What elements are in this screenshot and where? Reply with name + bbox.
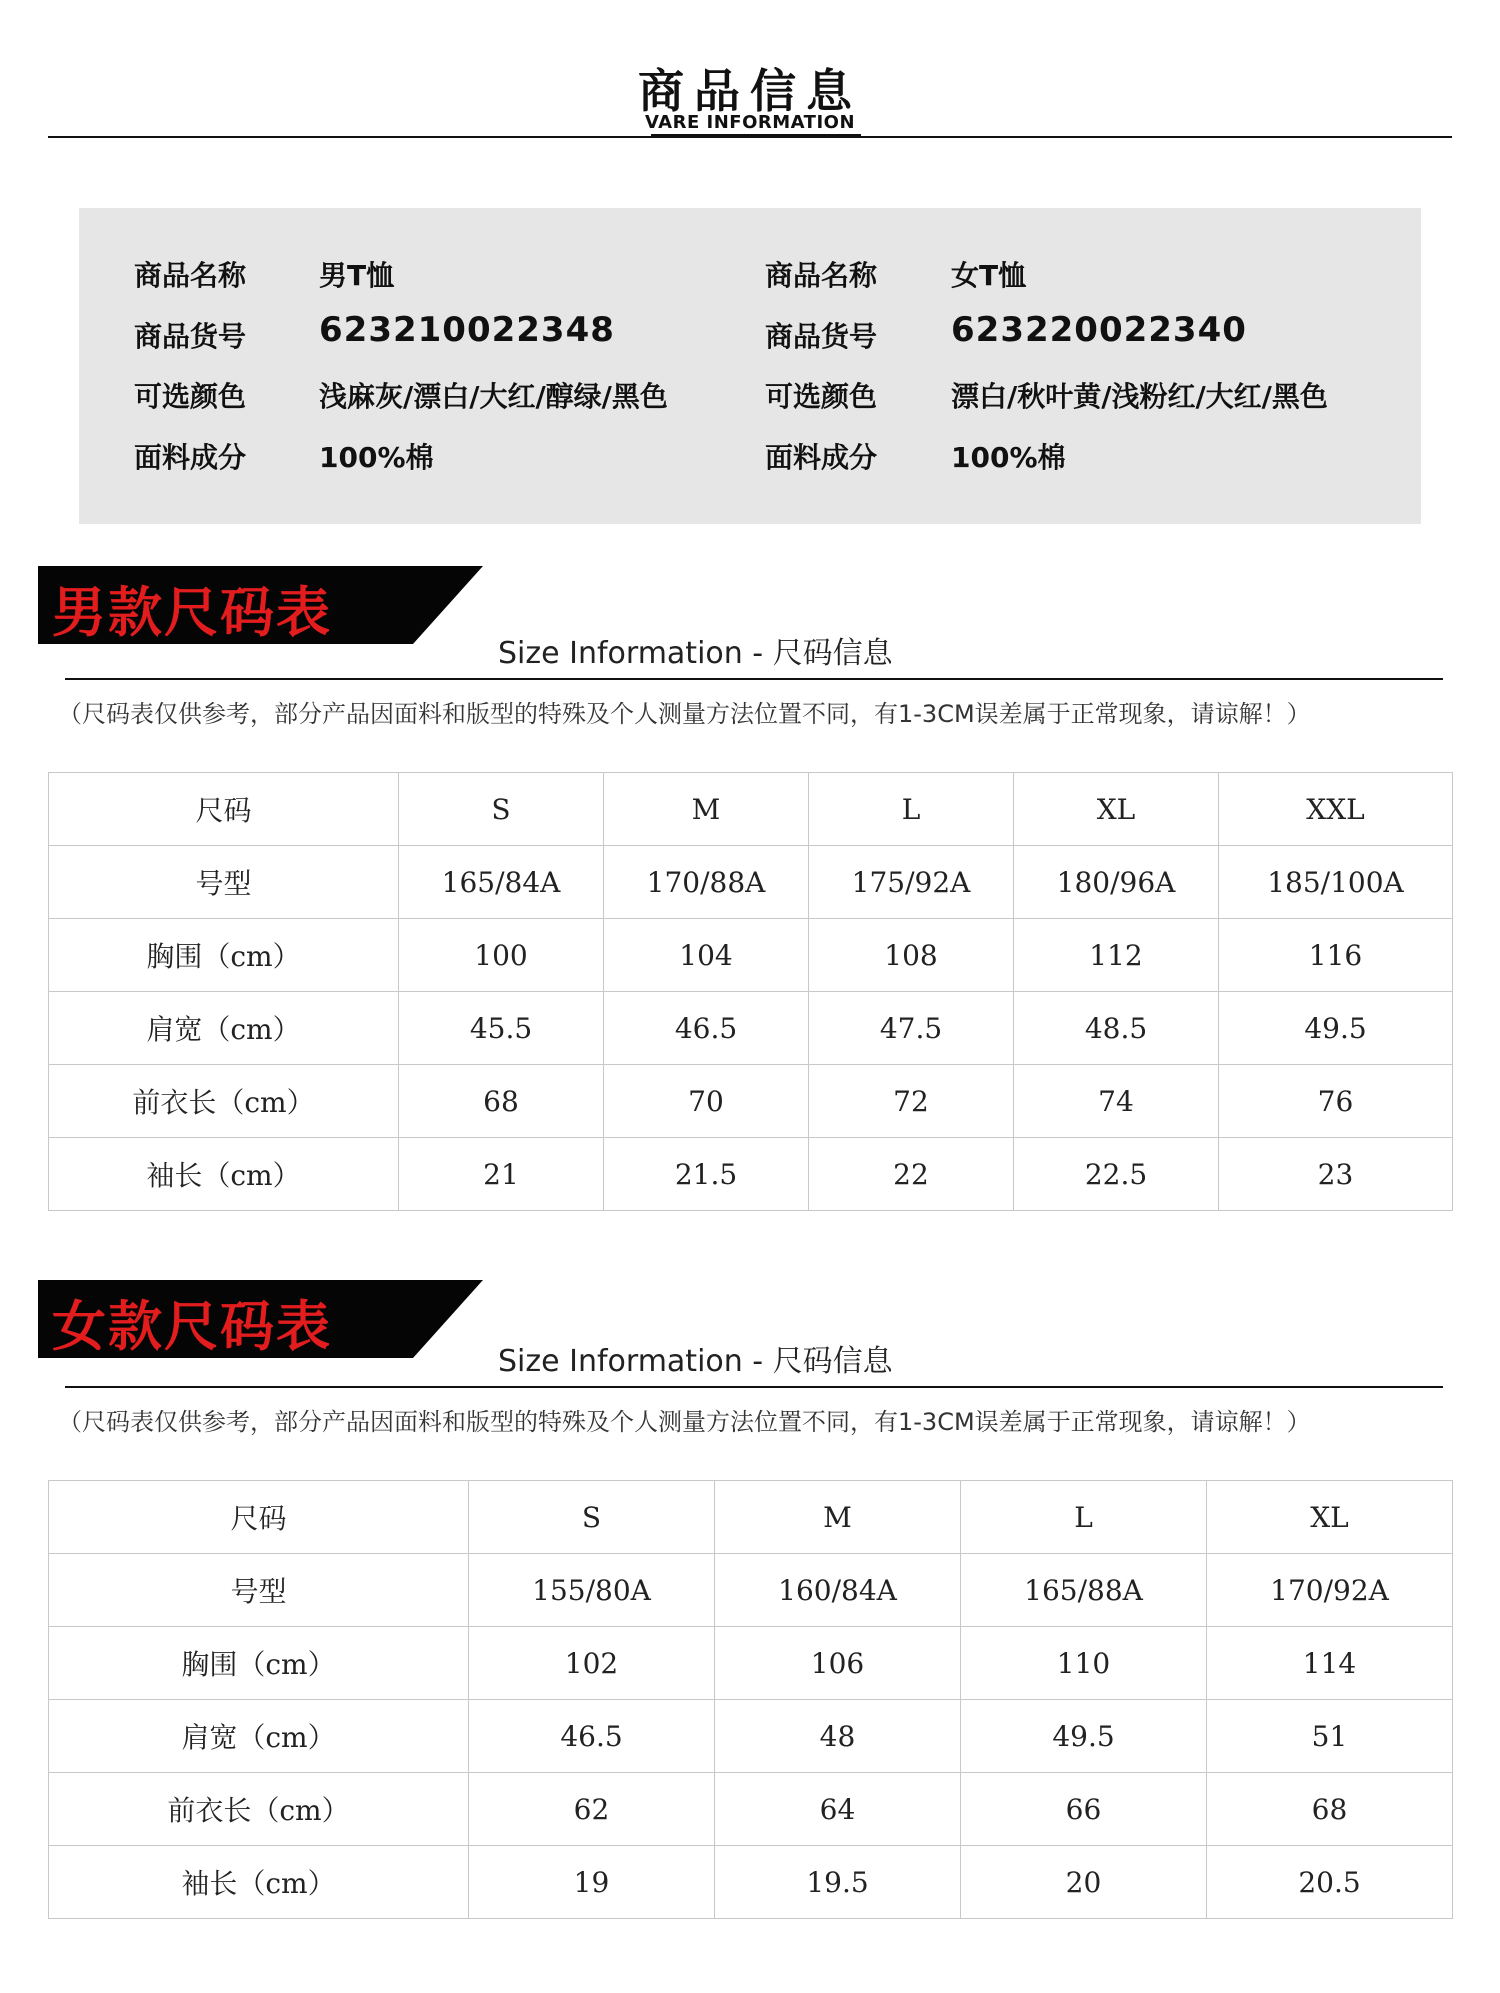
table-cell: 62: [469, 1773, 715, 1846]
table-cell: XXL: [1219, 773, 1453, 846]
table-cell: 49.5: [961, 1700, 1207, 1773]
table-cell: 70: [604, 1065, 809, 1138]
women-colors-label: 可选颜色: [765, 380, 878, 413]
table-cell: 68: [1207, 1773, 1453, 1846]
table-cell: 66: [961, 1773, 1207, 1846]
men-size-note: （尺码表仅供参考，部分产品因面料和版型的特殊及个人测量方法位置不同，有1-3CM误差属于正常现象，请谅解！）: [58, 700, 1311, 728]
table-row: [49, 846, 1453, 919]
table-cell: L: [809, 773, 1014, 846]
men-sku-value: 623210022348: [319, 310, 615, 350]
row-header-cell: 肩宽（cm）: [49, 1700, 469, 1773]
women-sku-label: 商品货号: [765, 320, 878, 353]
table-row: [49, 773, 1453, 846]
row-header-cell: 胸围（cm）: [49, 1627, 469, 1700]
women-size-info-heading: Size Information - 尺码信息: [498, 1344, 893, 1379]
row-header-cell: 肩宽（cm）: [49, 992, 399, 1065]
men-name-value: 男T恤: [319, 259, 395, 292]
page-subtitle: VARE INFORMATION: [644, 112, 856, 133]
table-cell: 19: [469, 1846, 715, 1919]
table-cell: 46.5: [469, 1700, 715, 1773]
table-cell: 170/92A: [1207, 1554, 1453, 1627]
row-header-cell: 袖长（cm）: [49, 1138, 399, 1211]
women-name-label: 商品名称: [765, 259, 878, 292]
table-cell: 68: [399, 1065, 604, 1138]
table-cell: 112: [1014, 919, 1219, 992]
table-row: [49, 1846, 1453, 1919]
row-header-cell: 袖长（cm）: [49, 1846, 469, 1919]
table-cell: S: [399, 773, 604, 846]
table-cell: 21: [399, 1138, 604, 1211]
table-cell: 155/80A: [469, 1554, 715, 1627]
header-underline: [651, 134, 861, 137]
table-cell: S: [469, 1481, 715, 1554]
page-title: 商品信息: [638, 64, 862, 118]
women-size-table: [48, 1480, 1453, 1919]
table-cell: 114: [1207, 1627, 1453, 1700]
table-cell: 104: [604, 919, 809, 992]
women-sku-value: 623220022340: [951, 310, 1247, 350]
table-row: [49, 1554, 1453, 1627]
women-banner-title: 女款尺码表: [52, 1295, 332, 1358]
table-cell: 48.5: [1014, 992, 1219, 1065]
table-cell: 46.5: [604, 992, 809, 1065]
table-cell: XL: [1014, 773, 1219, 846]
men-size-info-heading: Size Information - 尺码信息: [498, 636, 893, 671]
men-section-divider: [65, 678, 1443, 680]
table-cell: 20.5: [1207, 1846, 1453, 1919]
table-cell: 165/88A: [961, 1554, 1207, 1627]
row-header-cell: 前衣长（cm）: [49, 1065, 399, 1138]
table-cell: 21.5: [604, 1138, 809, 1211]
men-size-banner: [38, 566, 483, 644]
women-fabric-value: 100%棉: [951, 441, 1066, 474]
women-size-banner: [38, 1280, 483, 1358]
row-header-cell: 号型: [49, 846, 399, 919]
table-cell: 74: [1014, 1065, 1219, 1138]
table-cell: 165/84A: [399, 846, 604, 919]
table-cell: 170/88A: [604, 846, 809, 919]
table-cell: 180/96A: [1014, 846, 1219, 919]
table-row: [49, 992, 1453, 1065]
table-cell: 116: [1219, 919, 1453, 992]
men-sku-label: 商品货号: [134, 320, 247, 353]
table-cell: 19.5: [715, 1846, 961, 1919]
table-cell: L: [961, 1481, 1207, 1554]
men-colors-label: 可选颜色: [134, 380, 247, 413]
table-row: [49, 1481, 1453, 1554]
women-name-value: 女T恤: [951, 259, 1027, 292]
women-colors-value: 漂白/秋叶黄/浅粉红/大红/黑色: [951, 380, 1328, 413]
men-colors-value: 浅麻灰/漂白/大红/醇绿/黑色: [319, 380, 668, 413]
table-cell: 76: [1219, 1065, 1453, 1138]
women-fabric-label: 面料成分: [765, 441, 878, 474]
table-cell: 51: [1207, 1700, 1453, 1773]
table-cell: 185/100A: [1219, 846, 1453, 919]
table-cell: 23: [1219, 1138, 1453, 1211]
women-size-note: （尺码表仅供参考，部分产品因面料和版型的特殊及个人测量方法位置不同，有1-3CM误差属于正常现象，请谅解！）: [58, 1408, 1311, 1436]
row-header-cell: 前衣长（cm）: [49, 1773, 469, 1846]
table-row: [49, 1138, 1453, 1211]
table-cell: XL: [1207, 1481, 1453, 1554]
table-cell: 49.5: [1219, 992, 1453, 1065]
table-cell: 175/92A: [809, 846, 1014, 919]
table-cell: 100: [399, 919, 604, 992]
table-cell: 64: [715, 1773, 961, 1846]
men-fabric-label: 面料成分: [134, 441, 247, 474]
table-cell: M: [715, 1481, 961, 1554]
table-row: [49, 919, 1453, 992]
table-cell: 160/84A: [715, 1554, 961, 1627]
table-cell: M: [604, 773, 809, 846]
table-cell: 45.5: [399, 992, 604, 1065]
product-info-panel: [79, 208, 1421, 524]
table-row: [49, 1627, 1453, 1700]
table-cell: 47.5: [809, 992, 1014, 1065]
table-cell: 20: [961, 1846, 1207, 1919]
table-row: [49, 1065, 1453, 1138]
row-header-cell: 胸围（cm）: [49, 919, 399, 992]
table-cell: 22: [809, 1138, 1014, 1211]
men-banner-title: 男款尺码表: [52, 581, 332, 644]
table-cell: 48: [715, 1700, 961, 1773]
table-cell: 110: [961, 1627, 1207, 1700]
table-cell: 102: [469, 1627, 715, 1700]
table-cell: 108: [809, 919, 1014, 992]
men-size-table: [48, 772, 1453, 1211]
table-cell: 72: [809, 1065, 1014, 1138]
men-fabric-value: 100%棉: [319, 441, 434, 474]
row-header-cell: 尺码: [49, 773, 399, 846]
men-name-label: 商品名称: [134, 259, 247, 292]
table-row: [49, 1773, 1453, 1846]
women-section-divider: [65, 1386, 1443, 1388]
table-cell: 106: [715, 1627, 961, 1700]
row-header-cell: 号型: [49, 1554, 469, 1627]
table-cell: 22.5: [1014, 1138, 1219, 1211]
row-header-cell: 尺码: [49, 1481, 469, 1554]
table-row: [49, 1700, 1453, 1773]
